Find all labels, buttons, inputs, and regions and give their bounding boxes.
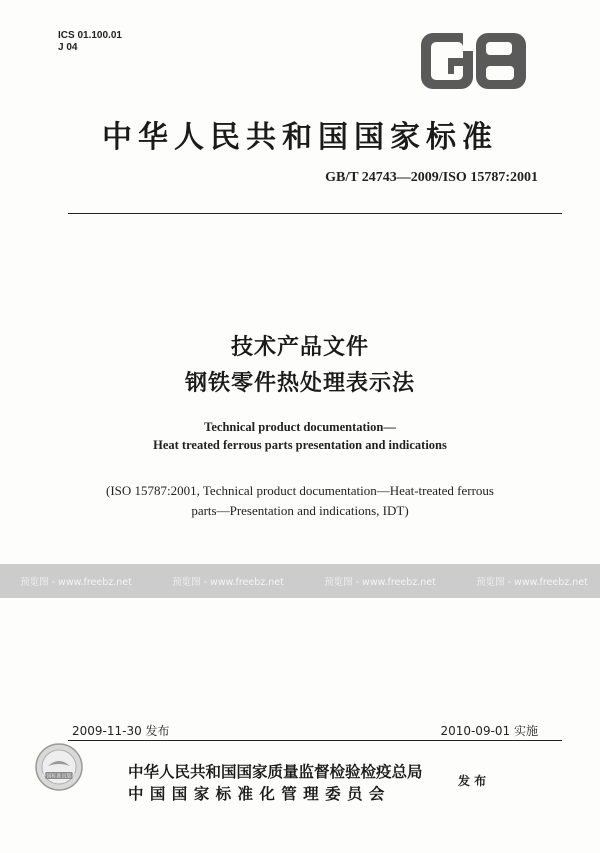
subject-title-cn-line1: 技术产品文件 — [230, 335, 369, 360]
ccs-code: J 04 — [58, 42, 78, 53]
implementation-date: 2010-09-01 实施 — [440, 724, 538, 738]
subject-title-en-line2: Heat treated ferrous parts presentation and indications — [153, 438, 447, 452]
subject-title-cn-line2: 钢铁零件热处理表示法 — [184, 371, 415, 396]
iso-reference-line1: (ISO 15787:2001, Technical product documentation—Heat-treated ferrous — [105, 483, 494, 498]
watermark-text: 预览图 - www.freebz.net — [324, 577, 436, 588]
seal-text: 中国标准出版社 — [41, 773, 77, 780]
gb-logo — [418, 30, 530, 92]
watermark-text: 预览图 - www.freebz.net — [476, 577, 588, 588]
document-title: 中华人民共和国国家标准 — [102, 120, 498, 155]
issue-date: 2009-11-30 发布 — [72, 724, 170, 738]
iso-reference-line2: parts—Presentation and indications, IDT) — [191, 503, 409, 518]
watermark-band — [0, 564, 600, 598]
issuer-line1: 中华人民共和国国家质量监督检验检疫总局 — [128, 763, 423, 781]
issuer-line2: 中 国 国 家 标 准 化 管 理 委 员 会 — [128, 785, 385, 803]
subject-title-en-line1: Technical product documentation— — [204, 420, 396, 434]
watermark-text: 预览图 - www.freebz.net — [20, 577, 132, 588]
publish-label: 发 布 — [458, 774, 487, 788]
footer-divider — [68, 740, 562, 741]
watermark-text: 预览图 - www.freebz.net — [172, 577, 284, 588]
standard-number: GB/T 24743—2009/ISO 15787:2001 — [325, 170, 538, 185]
header-divider — [68, 213, 562, 214]
ics-code: ICS 01.100.01 — [58, 30, 122, 41]
publisher-seal-icon — [34, 742, 84, 792]
